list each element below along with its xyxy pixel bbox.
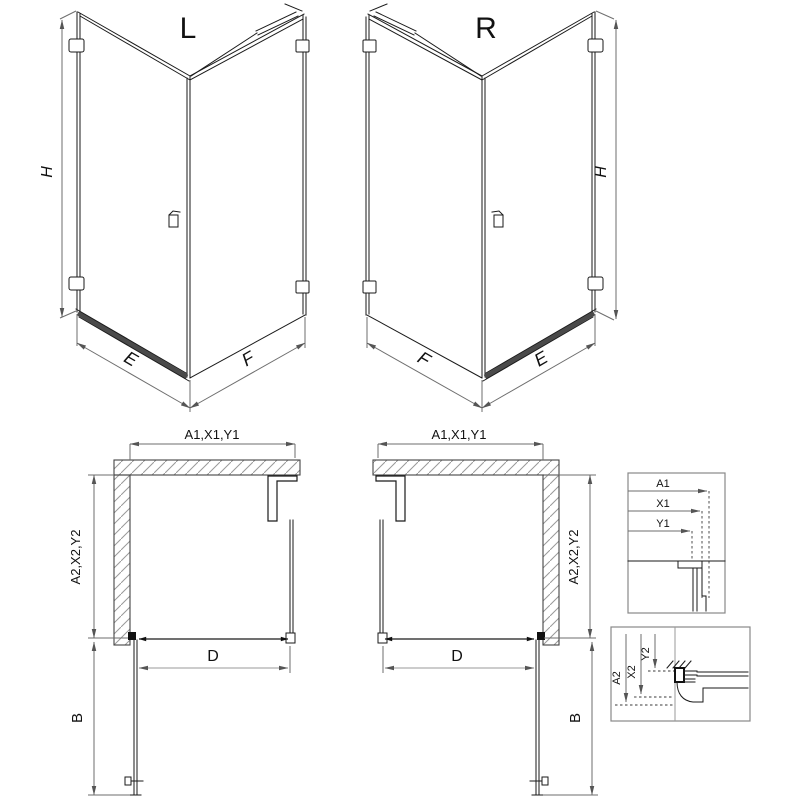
- detail-Y1-label: Y1: [656, 518, 670, 530]
- dim-D-right-label: D: [451, 648, 463, 665]
- corner-edge-left: [187, 77, 190, 378]
- detail-X2-label: X2: [626, 665, 638, 679]
- detail-X1-label: X1: [656, 498, 670, 510]
- wall-bracket-top-icon: [363, 40, 376, 52]
- dim-B-left-label: B: [69, 712, 86, 724]
- door-open: [130, 640, 141, 795]
- door-pivot: [537, 632, 545, 640]
- wall-profile-section: [628, 561, 725, 611]
- side-panel-left: [190, 14, 306, 378]
- dim-H-right-label: H: [593, 166, 610, 178]
- iso-left-label: L: [179, 12, 197, 45]
- dim-B-right-label: B: [567, 712, 584, 724]
- door-open: [532, 640, 543, 795]
- detail-Y2-label: Y2: [640, 647, 652, 661]
- threshold-profile-section: [667, 661, 748, 702]
- wall-bracket-bottom-icon: [296, 281, 309, 293]
- hinge-top-icon: [588, 39, 603, 52]
- support-bar-left: [191, 4, 302, 76]
- detail-box-lower: [611, 627, 750, 721]
- door-handle-icon: [169, 211, 180, 227]
- fixed-panel: [268, 476, 297, 643]
- dim-A1-right-label: A1,X1,Y1: [431, 427, 487, 442]
- detail-A1-label: A1: [656, 478, 670, 490]
- wall-side: [114, 475, 130, 645]
- wall-top: [114, 460, 300, 475]
- hinge-bottom-icon: [69, 277, 84, 290]
- dim-D-left-label: D: [207, 648, 219, 665]
- plan-right-dimensions: [378, 444, 598, 795]
- iso-right-dimensions: [367, 11, 616, 412]
- side-panel-right: [366, 14, 482, 378]
- dim-A2-left-label: A2,X2,Y2: [68, 529, 83, 585]
- plan-view-right: [373, 427, 598, 795]
- door-glass-left: [77, 12, 190, 312]
- dim-A2-right-label: A2,X2,Y2: [566, 529, 581, 585]
- detail-box-upper: [628, 473, 725, 613]
- plan-view-left: [68, 427, 300, 795]
- fixed-panel: [376, 476, 405, 643]
- hinge-top-icon: [69, 39, 84, 52]
- dim-H-left-label: H: [39, 166, 56, 178]
- door-handle-icon: [492, 211, 503, 227]
- wall-bracket-top-icon: [296, 40, 309, 52]
- dim-F-right-label: F: [414, 347, 434, 371]
- door-glass-right: [482, 12, 595, 312]
- dim-F-left-label: F: [238, 347, 258, 371]
- detail-A2-label: A2: [611, 671, 623, 685]
- wall-bracket-bottom-icon: [363, 281, 376, 293]
- door-pivot: [128, 632, 136, 640]
- threshold-rail-left: [76, 309, 189, 381]
- dim-E-left-label: E: [120, 347, 142, 371]
- dim-E-right-label: E: [530, 347, 552, 371]
- dim-A1-left-label: A1,X1,Y1: [184, 427, 240, 442]
- hinge-bottom-icon: [588, 277, 603, 290]
- wall-top: [373, 460, 559, 475]
- corner-edge-right: [482, 77, 485, 378]
- iso-view-right: [363, 4, 616, 412]
- support-bar-right: [370, 4, 481, 76]
- iso-view-left: [39, 4, 309, 412]
- wall-side: [543, 475, 559, 645]
- iso-right-label: R: [475, 12, 497, 45]
